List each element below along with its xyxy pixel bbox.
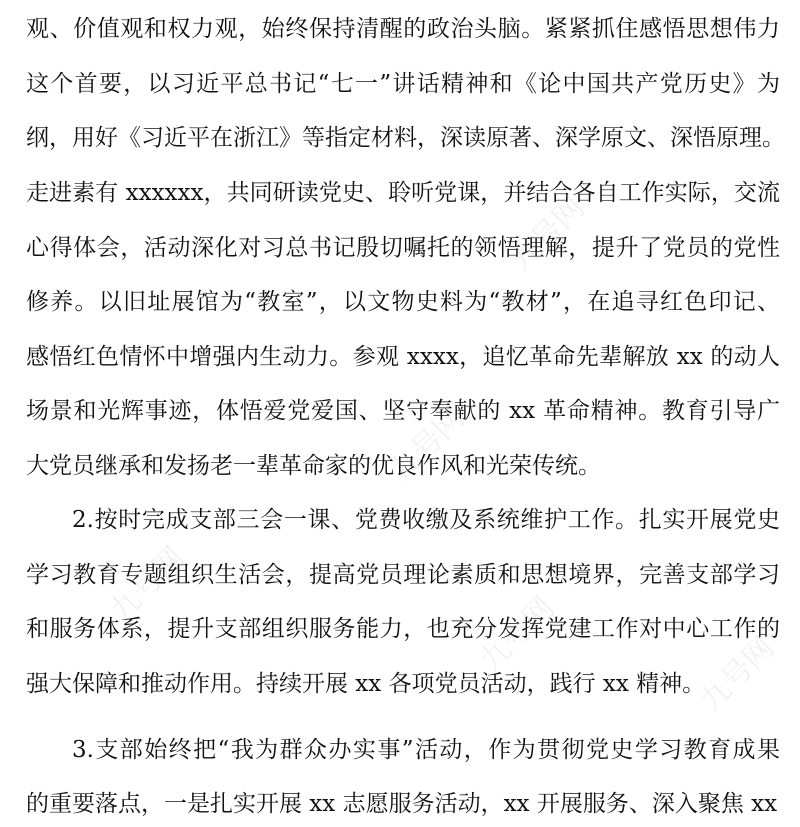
paragraph-line: 这个首要，以习近平总书记“七一”讲话精神和《论中国共产党历史》为 (26, 71, 780, 97)
paragraph-line: 心得体会，活动深化对习总书记殷切嘱托的领悟理解，提升了党员的党性 (26, 235, 780, 261)
paragraph-line: 修养。以旧址展馆为“教室”，以文物史料为“教材”，在追寻红色印记、 (26, 289, 780, 315)
paragraph-line: 3.支部始终把“我为群众办实事”活动，作为贯彻党史学习教育成果 (72, 737, 780, 763)
paragraph-line: 强大保障和推动作用。持续开展 xx 各项党员活动，践行 xx 精神。 (26, 671, 706, 697)
watermark-text: 九号网 (503, 190, 592, 279)
paragraph-line: 感悟红色情怀中增强内生动力。参观 xxxx，追忆革命先辈解放 xx 的动人 (26, 344, 780, 370)
paragraph-line: 场景和光辉事迹，体悟爱党爱国、坚守奉献的 xx 革命精神。教育引导广 (26, 398, 780, 424)
paragraph-line: 纲，用好《习近平在浙江》等指定材料，深读原著、深学原文、深悟原理。 (26, 125, 785, 151)
watermark-text: 九号网 (693, 630, 782, 719)
paragraph-line: 学习教育专题组织生活会，提高党员理论素质和思想境界，完善支部学习 (26, 562, 780, 588)
watermark-text: 九号网 (473, 590, 562, 679)
watermark-text: 九号网 (103, 540, 192, 629)
paragraph-line: 2.按时完成支部三会一课、党费收缴及系统维护工作。扎实开展党史 (72, 507, 780, 533)
watermark-text: 九号网 (383, 400, 472, 489)
paragraph-line: 观、价值观和权力观，始终保持清醒的政治头脑。紧紧抓住感悟思想伟力 (26, 16, 780, 42)
paragraph-line: 走进素有 xxxxxx，共同研读党史、聆听党课，并结合各自工作实际，交流 (26, 180, 780, 206)
paragraph-line: 的重要落点，一是扎实开展 xx 志愿服务活动，xx 开展服务、深入聚焦 xx (26, 791, 778, 817)
paragraph-line: 大党员继承和发扬老一辈革命家的优良作风和光荣传统。 (26, 453, 601, 479)
paragraph-line: 和服务体系，提升支部组织服务能力，也充分发挥党建工作对中心工作的 (26, 616, 780, 642)
